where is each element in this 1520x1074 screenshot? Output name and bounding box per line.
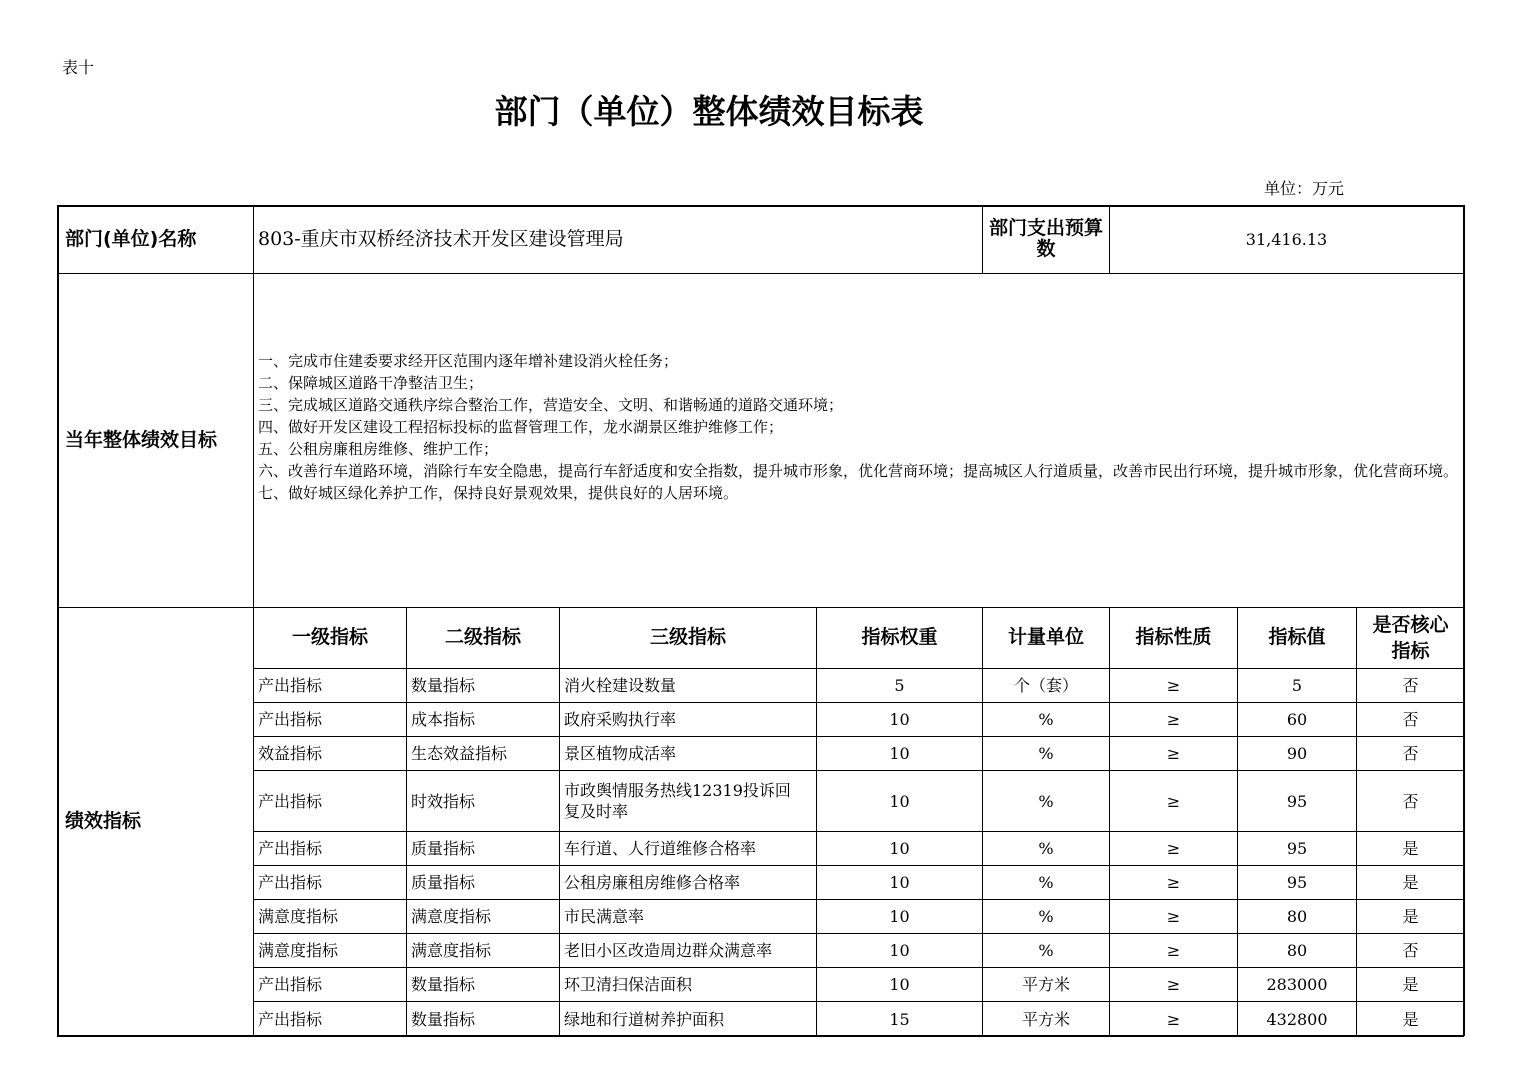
column-header: 三级指标 — [649, 626, 726, 648]
table-cell: ≥ — [1166, 941, 1181, 960]
grid-line — [57, 273, 1464, 274]
column-header: 指标值 — [1268, 626, 1326, 648]
table-cell: 10 — [889, 873, 910, 892]
table-cell: 80 — [1286, 941, 1308, 960]
table-cell: 环卫清扫保洁面积 — [564, 975, 693, 994]
table-cell: 是 — [1402, 839, 1419, 858]
goal-line: 五、公租房廉租房维修、维护工作； — [258, 440, 499, 458]
goals-text — [258, 350, 1458, 504]
table-cell: 质量指标 — [411, 839, 476, 858]
table-cell: % — [1038, 907, 1054, 926]
column-header: 一级指标 — [291, 626, 368, 648]
table-cell: 满意度指标 — [258, 941, 339, 960]
table-cell: 否 — [1402, 744, 1419, 763]
table-cell: 5 — [1291, 676, 1303, 695]
table-cell: ≥ — [1166, 873, 1181, 892]
table-cell: 产出指标 — [258, 791, 323, 811]
table-cell: ≥ — [1166, 710, 1181, 729]
table-cell: 平方米 — [1021, 975, 1070, 994]
goal-line: 一、完成市住建委要求经开区范围内逐年增补建设消火栓任务； — [258, 352, 679, 370]
table-cell: 否 — [1402, 710, 1419, 729]
table-cell: 10 — [889, 941, 910, 960]
table-cell: 政府采购执行率 — [564, 710, 677, 729]
table-cell: 否 — [1402, 676, 1419, 695]
table-cell: 10 — [889, 710, 910, 729]
table-cell: 否 — [1402, 941, 1419, 960]
table-cell: 是 — [1402, 907, 1419, 926]
column-header: 计量单位 — [1007, 626, 1084, 648]
table-cell: 90 — [1286, 744, 1308, 763]
dept-name-label: 部门(单位)名称 — [65, 227, 197, 250]
goal-line: 四、做好开发区建设工程招标投标的监督管理工作，龙水湖景区维护维修工作； — [258, 418, 784, 436]
table-cell: 平方米 — [1021, 1009, 1070, 1029]
table-cell: 是 — [1402, 975, 1419, 994]
table-cell: ≥ — [1166, 744, 1181, 763]
table-cell: 10 — [889, 839, 910, 858]
budget-label: 部门支出预算数 — [989, 217, 1104, 260]
table-cell: 绿地和行道树养护面积 — [564, 1009, 725, 1029]
table-cell: 是 — [1402, 873, 1419, 892]
table-cell: 15 — [889, 1009, 910, 1029]
table-cell: 10 — [889, 791, 910, 811]
table-cell: 老旧小区改造周边群众满意率 — [564, 941, 773, 960]
table-cell: 市民满意率 — [564, 907, 645, 926]
table-cell: 产出指标 — [258, 873, 323, 892]
table-cell: 满意度指标 — [411, 941, 492, 960]
table-cell: 数量指标 — [411, 676, 476, 695]
table-number: 表十 — [62, 58, 95, 77]
table-cell: ≥ — [1166, 676, 1181, 695]
table-cell: 数量指标 — [411, 1009, 476, 1029]
table-cell: % — [1038, 710, 1054, 729]
grid-line — [57, 205, 59, 1036]
goals-label: 当年整体绩效目标 — [65, 428, 218, 451]
table-cell: % — [1038, 791, 1054, 811]
table-cell: 产出指标 — [258, 676, 323, 695]
table-cell: 95 — [1286, 873, 1308, 892]
table-cell: 数量指标 — [411, 975, 476, 994]
table-cell: 60 — [1286, 710, 1308, 729]
table-cell: 10 — [889, 744, 910, 763]
table-cell: 5 — [894, 676, 905, 695]
column-header: 指标性质 — [1135, 626, 1212, 648]
table-cell: % — [1038, 839, 1054, 858]
table-cell: ≥ — [1166, 907, 1181, 926]
table-cell: 公租房廉租房维修合格率 — [564, 873, 741, 892]
table-cell: ≥ — [1166, 975, 1181, 994]
goal-line: 六、改善行车道路环境，消除行车安全隐患，提高行车舒适度和安全指数，提升城市形象，优化营商环境；提高城区人行道质量，改善市民出行环境，提升城市形象，优化营商环境。 — [258, 462, 1459, 480]
table-cell: 质量指标 — [411, 873, 476, 892]
table-cell: 是 — [1402, 1009, 1419, 1029]
table-cell: ≥ — [1166, 1009, 1181, 1029]
table-cell: ≥ — [1166, 839, 1181, 858]
table-cell: 产出指标 — [258, 839, 323, 858]
table-cell: 10 — [889, 907, 910, 926]
table-cell: 95 — [1286, 791, 1308, 811]
unit-note: 单位：万元 — [1264, 179, 1345, 198]
table-cell: 个（套） — [1013, 676, 1078, 695]
table-cell: 95 — [1286, 839, 1308, 858]
table-cell: ≥ — [1166, 791, 1181, 811]
table-cell: 80 — [1286, 907, 1308, 926]
indicators-label: 绩效指标 — [65, 810, 142, 832]
goal-line: 三、完成城区道路交通秩序综合整治工作，营造安全、文明、和谐畅通的道路交通环境； — [258, 396, 844, 414]
table-cell: 市政舆情服务热线12319投诉回复及时率 — [564, 781, 791, 821]
table-cell: 满意度指标 — [411, 907, 492, 926]
table-cell: 成本指标 — [411, 710, 476, 729]
table-cell: 否 — [1402, 791, 1419, 811]
goal-line: 七、做好城区绿化养护工作，保持良好景观效果，提供良好的人居环境。 — [258, 484, 739, 502]
table-cell: % — [1038, 744, 1054, 763]
table-cell: 效益指标 — [258, 744, 323, 763]
column-header: 指标权重 — [861, 626, 938, 648]
column-header: 是否核心指标 — [1372, 613, 1449, 662]
table-cell: 车行道、人行道维修合格率 — [564, 839, 757, 858]
page-title: 部门（单位）整体绩效目标表 — [494, 92, 924, 131]
table-cell: 满意度指标 — [258, 907, 339, 926]
table-cell: 产出指标 — [258, 1009, 323, 1029]
table-cell: 生态效益指标 — [411, 744, 508, 763]
table-cell: 产出指标 — [258, 710, 323, 729]
table-cell: 时效指标 — [411, 791, 476, 811]
goal-line: 二、保障城区道路干净整洁卫生； — [258, 374, 484, 392]
table-cell: 消火栓建设数量 — [564, 676, 677, 695]
table-cell: 景区植物成活率 — [564, 744, 677, 763]
table-cell: % — [1038, 941, 1054, 960]
table-cell: 283000 — [1266, 975, 1328, 994]
column-header: 二级指标 — [444, 626, 521, 648]
budget-value: 31,416.13 — [1245, 229, 1328, 249]
table-cell: 10 — [889, 975, 910, 994]
dept-name-value: 803-重庆市双桥经济技术开发区建设管理局 — [258, 227, 624, 250]
table-cell: 产出指标 — [258, 975, 323, 994]
table-cell: 432800 — [1266, 1009, 1328, 1029]
table-cell: % — [1038, 873, 1054, 892]
